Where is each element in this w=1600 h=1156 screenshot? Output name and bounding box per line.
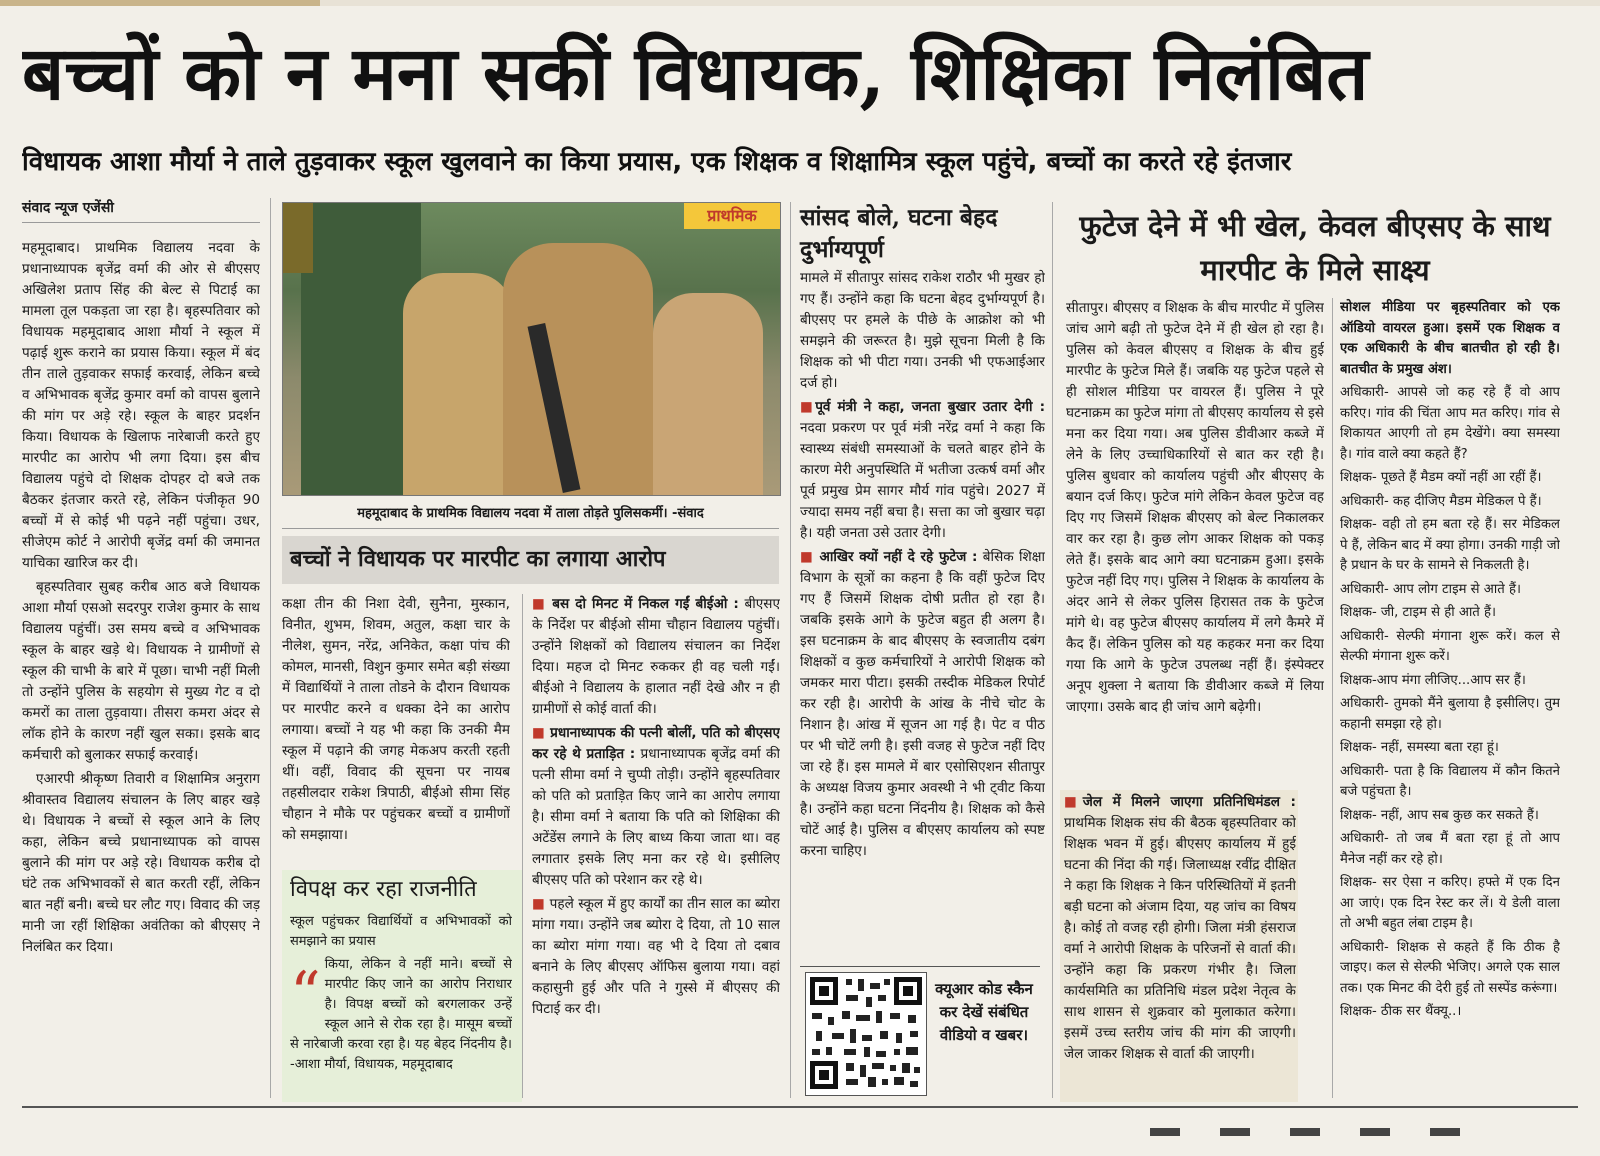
photo-board <box>283 203 313 273</box>
col5-text-1: सीतापुर। बीएसए व शिक्षक के बीच मारपीट में पुलिस जांच आगे बढ़ी तो फुटेज देने में ही खेल हो रहा है। पुलिस को केवल बीएसए व शिक्षक के बीच हुई मारपीट के फुटेज मिले हैं। जबकि यह फुटेज पहले से ही सोशल मीडिया पर वायरल हैं। पुलिस ने पूरे घटनाक्रम का फुटेज मांगा तो बीएसए कार्यालय से इसे मना कर दिया गया। अब पुलिस डीवीआर कब्जे में लेने के लिए उच्चाधिकारियों से बात कर रही है। पुलिस बुधवार को कार्यालय पहुंची और बीएसए के बयान दर्ज किए। फुटेज मांगे लेकिन केवल फुटेज वह दिए गए जिसमें शिक्षक बीएसए को बेल्ट निकालकर वार कर रहा है। कुछ लोग आकर शिक्षक को पकड़ लेते हैं। इसके बाद आगे क्या घटनाक्रम हुआ। इसके फुटेज नहीं दिए गए। पुलिस ने शिक्षक के कार्यालय के अंदर आने से लेकर पुलिस हिरासत तक के फुटेज मांगे थे। वह फुटेज बीएसए कार्यालय में लगे कैमरे में कैद हैं। लेकिन पुलिस को यह कहकर मना कर दिया गया कि आगे के फुटेज उपलब्ध नहीं हैं। इंस्पेक्टर अनूप शुक्ला ने बताया कि डीवीआर कब्जे में लिया जाएगा। उसके बाद ही जांच आगे बढ़ेगी। <box>1066 300 1324 715</box>
col4-heading-3: आखिर क्यों नहीं दे रहे फुटेज : <box>819 549 978 565</box>
column-divider <box>790 202 791 1098</box>
photo-sign: प्राथमिक <box>684 203 780 229</box>
audio-intro: सोशल मीडिया पर बृहस्पतिवार को एक ऑडियो वायरल हुआ। इसमें एक शिक्षक व एक अधिकारी के बीच बातचीत हो रही है। बातचीत के प्रमुख अंश। <box>1340 300 1560 377</box>
photo-policeman-2 <box>503 243 653 495</box>
col5-heading-2: जेल में मिलने जाएगा प्रतिनिधिमंडल : <box>1082 794 1296 810</box>
qr-code-graphic <box>806 973 926 1095</box>
dialogue-line: शिक्षक- ठीक सर थैंक्यू..। <box>1340 1004 1462 1019</box>
bullet-square-icon: ■ <box>800 399 816 415</box>
column-3 <box>532 594 780 1100</box>
dialogue-line: अधिकारी- आपसे जो कह रहे हैं वो आप करिए। गांव की चिंता आप मत करिए। गांव से शिकायत आएगी तो हम देखेंगे। क्या समस्या है। गांव वाले क्या कहते हैं? <box>1340 385 1560 462</box>
quote-mark-icon: “ <box>290 959 321 1029</box>
qr-caption: क्यूआर कोड स्कैन कर देखें संबंधित वीडियो व खबर। <box>935 980 1033 1044</box>
col2-text: कक्षा तीन की निशा देवी, सुनैना, मुस्कान, विनीत, शुभम, शिवम, अतुल, कक्षा चार के नीलेश, सुमन, नरेंद्र, अनिकेत, कक्षा पांच की कोमल, मानसी, विशुन कुमार समेत बड़ी संख्या में विद्यार्थियों ने ताला तोडने के दौरान विधायक पर मारपीट करने व धक्का देने का आरोप लगाया। बच्चों ने यह भी कहा कि उनकी मैम स्कूल में पढ़ाने की जगह मेकअप करती रहती थीं। वहीं, विवाद की सूचना पर नायब तहसीलदार राकेश त्रिपाठी, बीईओ सीमा सिंह चौहान ने मौके पर पहुंचकर बच्चों व ग्रामीणों को समझाया। <box>282 596 510 843</box>
column-divider <box>522 594 523 1098</box>
opposition-box-title: विपक्ष कर रहा राजनीति <box>290 877 477 902</box>
dialogue-line: शिक्षक- नहीं, समस्या बता रहा हूं। <box>1340 740 1499 755</box>
col3-text-3: पहले स्कूल में हुए कार्यों का तीन साल का ब्योरा मांगा गया। उन्होंने जब ब्योरा दे दिया, तो 10 साल का ब्योरा मांगा गया। वह भी दे दिया तो दबाव बनाने के लिए बीएसए ऑफिस बुलाया गया। वहां कहासुनी हुई और पति ने गुस्से में बीएसए की पिटाई कर दी। <box>532 896 780 1017</box>
dialogue-line: अधिकारी- तुमको मैंने बुलाया है इसीलिए। तुम कहानी समझा रहे हो। <box>1340 696 1560 732</box>
top-color-strip <box>0 0 1600 6</box>
byline: संवाद न्यूज एजेंसी <box>22 200 114 216</box>
photo-policewoman <box>653 293 763 495</box>
dialogue-line: शिक्षक- पूछते हैं मैडम क्यों नहीं आ रहीं हैं। <box>1340 470 1542 485</box>
col4-text-2: नदवा प्रकरण पर पूर्व मंत्री नरेंद्र वर्मा ने कहा कि स्वास्थ्य संबंधी समस्याओं के चलते बाहर होने के कारण मेरी अनुपस्थिति में भतीजा उत्कर्ष वर्मा और पूर्व प्रमुख प्रेम सागर मौर्य गांव पहुंचे। 2027 में ज्यादा समय नहीं बचा है। सत्ता का जो बुखार चढ़ा है। यही जनता उसे उतार देगी। <box>800 420 1045 541</box>
opposition-box-body <box>290 912 512 1102</box>
column-5 <box>1066 298 1324 790</box>
photo-caption: महमूदाबाद के प्राथमिक विद्यालय नदवा में ताला तोड़ते पुलिसकर्मी। -संवाद <box>357 506 704 521</box>
dialogue-line: अधिकारी- कह दीजिए मैडम मेडिकल पे हैं। <box>1340 493 1542 509</box>
col3-heading-1: बस दो मिनट में निकल गईं बीईओ : <box>552 596 739 612</box>
col3-text-1: बीएसए के निर्देश पर बीईओ सीमा चौहान विद्यालय पहुंचीं। उन्होंने शिक्षकों को विद्यालय संचालन का निर्देश दिया। महज दो मिनट रुककर ही वह चली गईं। बीईओ ने विद्यालय के हालात नहीं देखे और न ही ग्रामीणों से कोई वार्ता की। <box>532 596 780 717</box>
col4-title: सांसद बोले, घटना बेहद दुर्भाग्यपूर्ण <box>800 204 998 263</box>
column-1 <box>22 238 260 1100</box>
main-headline: बच्चों को न मना सकीं विधायक, शिक्षिका निलंबित <box>22 31 1369 117</box>
caption-rule <box>282 528 779 529</box>
dialogue-line: शिक्षक- वही तो हम बता रहे हैं। सर मेडिकल पे हैं, लेकिन बाद में क्या होगा। उनकी गाड़ी जो है प्रधान के घर के सामने से निकलती है। <box>1340 517 1560 573</box>
dialogue-line: शिक्षक-आप मंगा लीजिए...आप सर हैं। <box>1340 672 1526 688</box>
column-divider <box>270 198 271 1098</box>
box-headline: बच्चों ने विधायक पर मारपीट का लगाया आरोप <box>282 536 779 584</box>
bullet-square-icon: ■ <box>532 596 553 612</box>
bottom-rule <box>22 1106 1578 1108</box>
col1-paragraph-1: महमूदाबाद। प्राथमिक विद्यालय नदवा के प्रधानाध्यापक बृजेंद्र वर्मा की ओर से बीएसए अखिलेश प्रताप सिंह की बेल्ट से पिटाई का मामला तूल पकड़ता जा रहा है। बृहस्पतिवार को विधायक महमूदाबाद आशा मौर्या ने स्कूल में पढ़ाई शुरू कराने का प्रयास किया। स्कूल में बंद तीन ताले तुड़वाकर सफाई करवाई, लेकिन बच्चे व अभिभावक बृजेंद्र कुमार वर्मा को वापस बुलाने की मांग पर अड़े रहे। स्कूल के बाहर प्रदर्शन किया। विधायक के खिलाफ नारेबाजी करते हुए मारपीट का आरोप भी लगा दिया। इस बीच विद्यालय पहुंचे दो शिक्षक दोपहर दो बजे तक बैठकर इंतजार करते रहे, लेकिन पंजीकृत 90 बच्चों में से कोई भी पढ़ने नहीं पहुंचा। उधर, सीजेएम कोर्ट ने आरोपी बृजेंद्र वर्मा की जमानत याचिका खारिज कर दी। <box>22 240 260 571</box>
column-divider <box>1332 298 1333 1098</box>
column-4 <box>800 268 1045 964</box>
dialogue-line: शिक्षक- नहीं, आप सब कुछ कर सकते हैं। <box>1340 807 1539 823</box>
column-divider <box>1052 202 1053 1098</box>
col5-text-2: प्राथमिक शिक्षक संघ की बैठक बृहस्पतिवार को शिक्षक भवन में हुई। बीएसए कार्यालय में हुई घटना की निंदा की गई। जिलाध्यक्ष रवींद्र दीक्षित ने कहा कि शिक्षक ने किन परिस्थितियों में इतनी बड़ी घटना को अंजाम दिया, यह जांच का विषय है। कोई तो वजह रही होगी। जिला मंत्री हंसराज वर्मा ने आरोपी शिक्षक के परिजनों से वार्ता की। उन्होंने कहा कि प्रकरण गंभीर है। जिला कार्यसमिति का प्रतिनिधि मंडल प्रदेश नेतृत्व के साथ शासन से शुक्रवार को मुलाकात करेगा। इसमें उच्च स्तरीय जांच की मांग की जाएगी। जेल जाकर शिक्षक से वार्ता की जाएगी। <box>1064 815 1296 1062</box>
col3-heading-2: प्रधानाध्यापक की पत्नी बोलीं, पति को बीएसए कर रहे थे प्रताड़ित : <box>532 725 780 762</box>
dialogue-line: अधिकारी- सेल्फी मंगाना शुरू करें। कल से सेल्फी मंगाना शुरू करें। <box>1340 628 1560 664</box>
bullet-square-icon: ■ <box>800 549 820 565</box>
qr-code-icon[interactable] <box>805 972 927 1096</box>
right-headline: फुटेज देने में भी खेल, केवल बीएसए के साथ मारपीट के मिले साक्ष्य <box>1079 209 1551 287</box>
opposition-box-intro: स्कूल पहुंचकर विद्यार्थियों व अभिभावकों को समझाने का प्रयास <box>290 914 512 949</box>
photo-policeman-1 <box>403 273 513 495</box>
column-6 <box>1340 298 1560 1098</box>
sub-headline: विधायक आशा मौर्या ने ताले तुड़वाकर स्कूल खुलवाने का किया प्रयास, एक शिक्षक व शिक्षामित्र स्कूल पहुंचे, बच्चों का करते रहे इंतजार <box>22 147 1292 177</box>
col1-paragraph-3: एआरपी श्रीकृष्ण तिवारी व शिक्षामित्र अनुराग श्रीवास्तव विद्यालय संचालन के लिए बाहर खड़े थे। विधायक ने बच्चों से स्कूल आने के लिए कहा, लेकिन बच्चे प्रधानाध्यापक को वापस बुलाने की मांग पर अड़े रहे। विधायक करीब दो घंटे तक अभिभावकों से बात करती रहीं, लेकिन बात नहीं बनी। बच्चे घर लौट गए। विवाद की जड़ मानी जा रहीं शिक्षिका अवंतिका को बीएसए ने निलंबित कर दिया। <box>22 771 260 955</box>
dialogue-line: शिक्षक- जी, टाइम से ही आते हैं। <box>1340 605 1497 620</box>
dialogue-line: अधिकारी- आप लोग टाइम से आते हैं। <box>1340 581 1521 597</box>
delegation-box-body <box>1064 792 1296 1100</box>
col1-paragraph-2: बृहस्पतिवार सुबह करीब आठ बजे विधायक आशा मौर्या एसओ सदरपुर राजेश कुमार के साथ विद्यालय पहुंचीं। उस समय बच्चे व अभिभावक स्कूल के बाहर खड़े थे। विधायक ने ग्रामीणों से स्कूल की चाभी के बारे में पूछा। चाभी नहीं मिली तो उन्होंने पुलिस के सहयोग से मुख्य गेट व दो कमरों का ताला तुड़वाया। तीसरा कमरा अंदर से लॉक होने के कारण नहीं खुल सका। इसके बाद कर्मचारी को बुलाकर सफाई करवाई। <box>22 579 260 763</box>
bullet-square-icon: ■ <box>532 896 550 912</box>
dialogue-line: शिक्षक- सर ऐसा न करिए। हफ्ते में एक दिन आ जाएं। एक दिन रेस्ट कर लें। ये डेली वाला तो अभी बहुत लंबा टाइम है। <box>1340 875 1560 931</box>
col4-text-1: मामले में सीतापुर सांसद राकेश राठौर भी मुखर हो गए हैं। उन्होंने कहा कि घटना बेहद दुर्भाग्यपूर्ण है। बीएसए पर हमले के पीछे के आक्रोश को भी समझने की जरूरत है। मुझे सूचना मिली है कि शिक्षक को भी पीटा गया। उनकी भी एफआईआर दर्ज हो। <box>800 270 1045 391</box>
qr-rule <box>800 966 1040 967</box>
bullet-square-icon: ■ <box>532 725 551 741</box>
dialogue-line: अधिकारी- पता है कि विद्यालय में कौन कितने बजे पहुंचता है। <box>1340 763 1560 799</box>
col3-text-2: प्रधानाध्यापक बृजेंद्र वर्मा की पत्नी सीमा वर्मा ने चुप्पी तोड़ी। उन्होंने बृहस्पतिवार को पति को प्रताड़ित किए जाने का आरोप लगाया है। सीमा वर्मा ने बताया कि पति को शिक्षिका की अटेंडेंस लगाने के लिए बाध्य किया जाता था। वह लगातार इसके लिए मना कर रहे थे। इसीलिए बीएसए पति को परेशान कर रहे थे। <box>532 746 780 888</box>
column-2 <box>282 594 510 864</box>
col4-heading-2: पूर्व मंत्री ने कहा, जनता बुखार उतार देगी : <box>815 399 1045 415</box>
news-photo <box>282 202 781 496</box>
dialogue-line: अधिकारी- तो जब मैं बता रहा हूं तो आप मैनेज नहीं कर रहे हो। <box>1340 831 1560 867</box>
opposition-box-quote: किया, लेकिन वे नहीं माने। बच्चों से मारपीट किए जाने का आरोप निराधार है। विपक्ष बच्चों को बरगलाकर उन्हें स्कूल आने से रोक रहा है। मासूम बच्चों से नारेबाजी करवा रहा है। यह बेहद निंदनीय है। -आशा मौर्या, विधायक, महमूदाबाद <box>290 957 512 1072</box>
bullet-square-icon: ■ <box>1064 794 1083 810</box>
col4-text-3: बेसिक शिक्षा विभाग के सूत्रों का कहना है कि वहीं फुटेज दिए गए हैं जिसमें शिक्षक दोषी प्रतीत हो रहा है। जबकि इसके आगे के फुटेज बहुत ही अलग है। इस घटनाक्रम के बाद बीएसए के स्वजातीय दबंग शिक्षकों व कुछ कर्मचारियों ने आरोपी शिक्षक को जमकर मारा पीटा। इसकी तस्दीक मेडिकल रिपोर्ट कर रही है। आरोपी के आंख के नीचे चोट के निशान है। आंख में सूजन आ गई है। पेट व पीठ पर भी चोटें लगी है। इसी वजह से फुटेज नहीं दिए जा रहे हैं। इस मामले में बार एसोसिएशन सीतापुर के अध्यक्ष विजय कुमार अवस्थी ने भी ट्वीट किया है। उन्होंने कहा घटना निंदनीय है। शिक्षक को कैसे चोटें आई है। पुलिस व बीएसए कार्यालय को स्पष्ट करना चाहिए। <box>800 549 1045 859</box>
byline-rule <box>22 222 260 223</box>
dialogue-line: अधिकारी- शिक्षक से कहते हैं कि ठीक है जाइए। कल से सेल्फी भेजिए। अगले एक साल तक। एक मिनट की देरी हुई तो सस्पेंड करूंगा। <box>1340 939 1560 996</box>
next-article-fragment <box>1150 1120 1590 1140</box>
